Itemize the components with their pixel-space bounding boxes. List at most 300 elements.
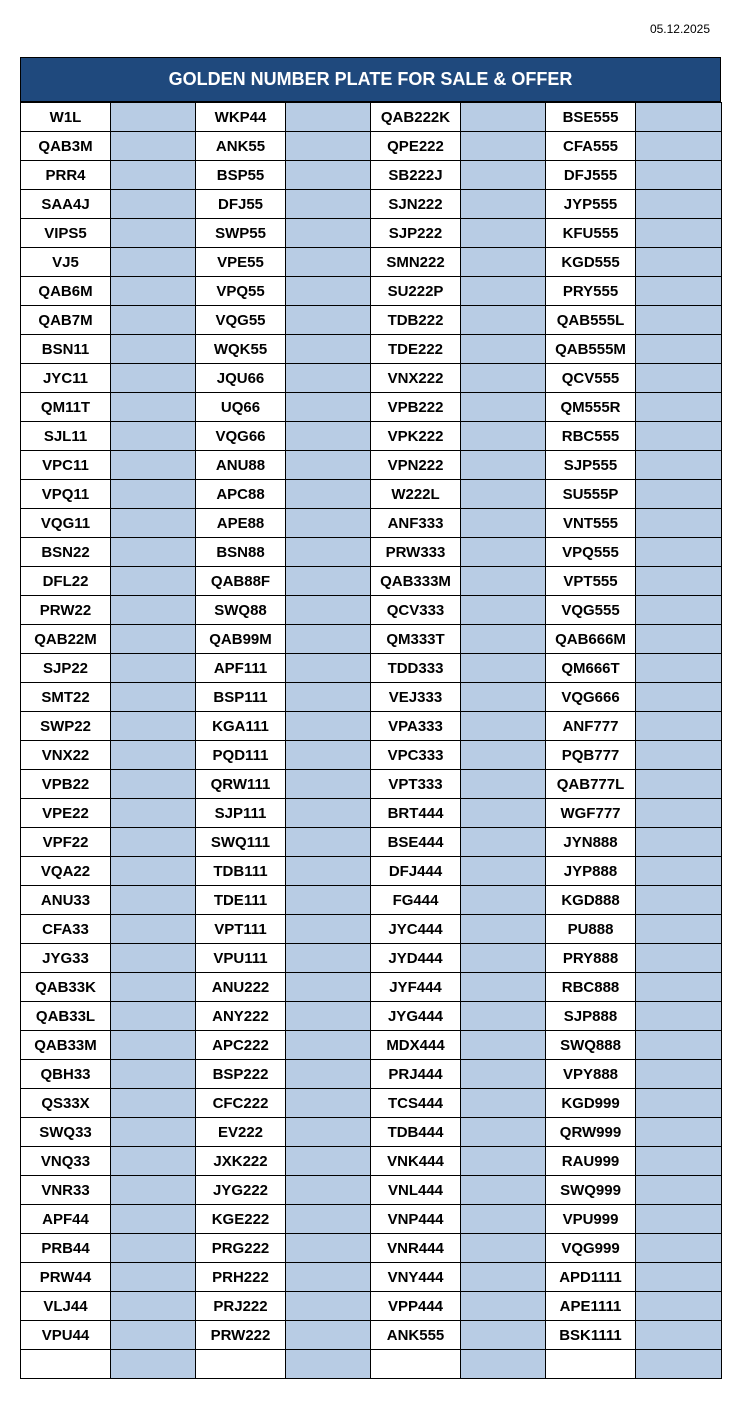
table-row bbox=[21, 1147, 722, 1176]
offer-cell bbox=[111, 538, 196, 567]
table-row bbox=[21, 422, 722, 451]
table-row bbox=[21, 1263, 722, 1292]
offer-cell bbox=[636, 828, 722, 857]
offer-cell bbox=[636, 1292, 722, 1321]
plate-number-cell: VPA333 bbox=[371, 712, 461, 741]
offer-cell bbox=[636, 161, 722, 190]
plate-number-cell: PRY888 bbox=[546, 944, 636, 973]
offer-cell bbox=[111, 1292, 196, 1321]
plate-number-cell: W222L bbox=[371, 480, 461, 509]
plate-number-cell: VNQ33 bbox=[21, 1147, 111, 1176]
plate-number-cell: ANK55 bbox=[196, 132, 286, 161]
plate-number-cell: SB222J bbox=[371, 161, 461, 190]
plate-number-cell: PRR4 bbox=[21, 161, 111, 190]
plate-number-cell: VPN222 bbox=[371, 451, 461, 480]
offer-cell bbox=[111, 1089, 196, 1118]
plates-table bbox=[20, 102, 722, 1379]
table-row bbox=[21, 596, 722, 625]
offer-cell bbox=[461, 538, 546, 567]
plate-number-cell: SJP22 bbox=[21, 654, 111, 683]
plate-number-cell: SWQ33 bbox=[21, 1118, 111, 1147]
offer-cell bbox=[461, 625, 546, 654]
table-row bbox=[21, 625, 722, 654]
plate-number-cell: ANY222 bbox=[196, 1002, 286, 1031]
offer-cell bbox=[111, 1205, 196, 1234]
plate-number-cell: TDE111 bbox=[196, 886, 286, 915]
plate-number-cell: JQU66 bbox=[196, 364, 286, 393]
offer-cell bbox=[111, 915, 196, 944]
plate-number-cell: VLJ44 bbox=[21, 1292, 111, 1321]
offer-cell bbox=[636, 944, 722, 973]
offer-cell bbox=[636, 857, 722, 886]
plate-number-cell: QAB7M bbox=[21, 306, 111, 335]
offer-cell bbox=[286, 480, 371, 509]
table-row bbox=[21, 190, 722, 219]
offer-cell bbox=[111, 1263, 196, 1292]
offer-cell bbox=[636, 364, 722, 393]
plate-number-cell: SU222P bbox=[371, 277, 461, 306]
offer-cell bbox=[286, 973, 371, 1002]
plate-number-cell: APC88 bbox=[196, 480, 286, 509]
offer-cell bbox=[111, 1350, 196, 1379]
offer-cell bbox=[111, 1118, 196, 1147]
plate-number-cell bbox=[196, 1350, 286, 1379]
offer-cell bbox=[461, 1205, 546, 1234]
offer-cell bbox=[461, 1176, 546, 1205]
plate-number-cell: SMT22 bbox=[21, 683, 111, 712]
offer-cell bbox=[461, 886, 546, 915]
table-row bbox=[21, 770, 722, 799]
table-row bbox=[21, 828, 722, 857]
offer-cell bbox=[286, 422, 371, 451]
offer-cell bbox=[111, 1060, 196, 1089]
offer-cell bbox=[111, 886, 196, 915]
plate-number-cell: QAB33M bbox=[21, 1031, 111, 1060]
table-row bbox=[21, 1350, 722, 1379]
offer-cell bbox=[636, 451, 722, 480]
offer-cell bbox=[286, 944, 371, 973]
offer-cell bbox=[286, 190, 371, 219]
plate-number-cell: JYC11 bbox=[21, 364, 111, 393]
offer-cell bbox=[636, 1002, 722, 1031]
offer-cell bbox=[286, 1205, 371, 1234]
offer-cell bbox=[461, 248, 546, 277]
plate-number-cell: DFJ55 bbox=[196, 190, 286, 219]
plate-number-cell: VJ5 bbox=[21, 248, 111, 277]
offer-cell bbox=[461, 451, 546, 480]
table-row bbox=[21, 132, 722, 161]
offer-cell bbox=[461, 1147, 546, 1176]
plate-number-cell: VPQ11 bbox=[21, 480, 111, 509]
offer-cell bbox=[636, 190, 722, 219]
table-row bbox=[21, 915, 722, 944]
plate-number-cell: CFA555 bbox=[546, 132, 636, 161]
offer-cell bbox=[111, 741, 196, 770]
plate-number-cell: QM11T bbox=[21, 393, 111, 422]
plate-number-cell: MDX444 bbox=[371, 1031, 461, 1060]
plate-number-cell: KGE222 bbox=[196, 1205, 286, 1234]
plate-number-cell: VQG55 bbox=[196, 306, 286, 335]
offer-cell bbox=[461, 219, 546, 248]
offer-cell bbox=[636, 596, 722, 625]
plate-number-cell: APF44 bbox=[21, 1205, 111, 1234]
plate-number-cell: WQK55 bbox=[196, 335, 286, 364]
offer-cell bbox=[286, 161, 371, 190]
table-row bbox=[21, 306, 722, 335]
plate-number-cell: PRW222 bbox=[196, 1321, 286, 1350]
offer-cell bbox=[286, 248, 371, 277]
table-row bbox=[21, 1176, 722, 1205]
plate-number-cell: PRW333 bbox=[371, 538, 461, 567]
document-date: 05.12.2025 bbox=[649, 22, 710, 36]
offer-cell bbox=[636, 1089, 722, 1118]
plate-number-cell: SWQ111 bbox=[196, 828, 286, 857]
plate-number-cell: QPE222 bbox=[371, 132, 461, 161]
offer-cell bbox=[636, 1118, 722, 1147]
offer-cell bbox=[636, 1060, 722, 1089]
plate-number-cell: VNX222 bbox=[371, 364, 461, 393]
offer-cell bbox=[111, 509, 196, 538]
offer-cell bbox=[636, 1263, 722, 1292]
plate-number-cell: TDB444 bbox=[371, 1118, 461, 1147]
plate-number-cell: VNR444 bbox=[371, 1234, 461, 1263]
offer-cell bbox=[286, 770, 371, 799]
offer-cell bbox=[461, 1002, 546, 1031]
plate-number-cell: VPP444 bbox=[371, 1292, 461, 1321]
plate-number-cell: TDD333 bbox=[371, 654, 461, 683]
offer-cell bbox=[111, 799, 196, 828]
plate-number-cell: SWP22 bbox=[21, 712, 111, 741]
offer-cell bbox=[111, 654, 196, 683]
plate-number-cell: ANU222 bbox=[196, 973, 286, 1002]
plate-number-cell: TDB222 bbox=[371, 306, 461, 335]
offer-cell bbox=[636, 480, 722, 509]
plate-number-cell: KGD888 bbox=[546, 886, 636, 915]
plate-number-cell: EV222 bbox=[196, 1118, 286, 1147]
plate-number-cell: VPC333 bbox=[371, 741, 461, 770]
offer-cell bbox=[461, 1234, 546, 1263]
plate-number-cell: BSP222 bbox=[196, 1060, 286, 1089]
offer-cell bbox=[111, 596, 196, 625]
plate-number-cell: QM555R bbox=[546, 393, 636, 422]
table-row bbox=[21, 538, 722, 567]
plate-number-cell: QAB6M bbox=[21, 277, 111, 306]
offer-cell bbox=[286, 799, 371, 828]
offer-cell bbox=[461, 277, 546, 306]
plate-number-cell: DFJ555 bbox=[546, 161, 636, 190]
plate-number-cell: VNP444 bbox=[371, 1205, 461, 1234]
offer-cell bbox=[286, 596, 371, 625]
plate-number-cell: SJP888 bbox=[546, 1002, 636, 1031]
plate-number-cell: SJP111 bbox=[196, 799, 286, 828]
offer-cell bbox=[111, 944, 196, 973]
offer-cell bbox=[636, 335, 722, 364]
offer-cell bbox=[636, 422, 722, 451]
offer-cell bbox=[111, 190, 196, 219]
plate-number-cell: VPU111 bbox=[196, 944, 286, 973]
offer-cell bbox=[286, 828, 371, 857]
offer-cell bbox=[111, 277, 196, 306]
table-row bbox=[21, 741, 722, 770]
plate-number-cell: VEJ333 bbox=[371, 683, 461, 712]
plate-number-cell: TDE222 bbox=[371, 335, 461, 364]
table-row bbox=[21, 712, 722, 741]
plate-number-cell: VPB22 bbox=[21, 770, 111, 799]
plate-number-cell: APE1111 bbox=[546, 1292, 636, 1321]
offer-cell bbox=[111, 480, 196, 509]
plate-number-cell: SJP555 bbox=[546, 451, 636, 480]
plate-number-cell: QM333T bbox=[371, 625, 461, 654]
offer-cell bbox=[461, 973, 546, 1002]
plate-number-cell: ANF333 bbox=[371, 509, 461, 538]
table-row bbox=[21, 335, 722, 364]
plate-number-cell: VNL444 bbox=[371, 1176, 461, 1205]
offer-cell bbox=[111, 422, 196, 451]
table-row bbox=[21, 451, 722, 480]
offer-cell bbox=[636, 219, 722, 248]
table-row bbox=[21, 1321, 722, 1350]
offer-cell bbox=[111, 364, 196, 393]
offer-cell bbox=[286, 567, 371, 596]
offer-cell bbox=[461, 161, 546, 190]
plate-number-cell: RBC555 bbox=[546, 422, 636, 451]
plate-number-cell: QM666T bbox=[546, 654, 636, 683]
plate-number-cell: JYN888 bbox=[546, 828, 636, 857]
plate-number-cell: VNR33 bbox=[21, 1176, 111, 1205]
offer-cell bbox=[636, 393, 722, 422]
offer-cell bbox=[636, 1205, 722, 1234]
offer-cell bbox=[461, 1321, 546, 1350]
plate-number-cell: SU555P bbox=[546, 480, 636, 509]
offer-cell bbox=[461, 770, 546, 799]
offer-cell bbox=[461, 364, 546, 393]
table-row bbox=[21, 683, 722, 712]
plate-number-cell: RAU999 bbox=[546, 1147, 636, 1176]
plate-number-cell bbox=[21, 1350, 111, 1379]
table-row bbox=[21, 1292, 722, 1321]
plate-number-cell: JXK222 bbox=[196, 1147, 286, 1176]
offer-cell bbox=[461, 915, 546, 944]
plate-number-cell: ANU33 bbox=[21, 886, 111, 915]
table-row bbox=[21, 799, 722, 828]
plate-number-cell: VPE22 bbox=[21, 799, 111, 828]
offer-cell bbox=[286, 393, 371, 422]
plate-number-cell: VPB222 bbox=[371, 393, 461, 422]
table-row bbox=[21, 103, 722, 132]
plate-number-cell: BSP55 bbox=[196, 161, 286, 190]
plate-number-cell: ANU88 bbox=[196, 451, 286, 480]
plate-number-cell: VQG11 bbox=[21, 509, 111, 538]
plate-number-cell: VQA22 bbox=[21, 857, 111, 886]
plate-number-cell: BSK1111 bbox=[546, 1321, 636, 1350]
offer-cell bbox=[461, 1350, 546, 1379]
offer-cell bbox=[461, 741, 546, 770]
offer-cell bbox=[286, 683, 371, 712]
offer-cell bbox=[111, 625, 196, 654]
offer-cell bbox=[286, 1321, 371, 1350]
plate-number-cell: QAB88F bbox=[196, 567, 286, 596]
offer-cell bbox=[111, 1002, 196, 1031]
plate-number-cell: QAB3M bbox=[21, 132, 111, 161]
offer-cell bbox=[636, 306, 722, 335]
offer-cell bbox=[286, 1176, 371, 1205]
offer-cell bbox=[461, 857, 546, 886]
plate-number-cell: QAB666M bbox=[546, 625, 636, 654]
plate-number-cell: APD1111 bbox=[546, 1263, 636, 1292]
offer-cell bbox=[461, 1118, 546, 1147]
offer-cell bbox=[286, 1350, 371, 1379]
table-row bbox=[21, 393, 722, 422]
plate-number-cell: BSE444 bbox=[371, 828, 461, 857]
offer-cell bbox=[461, 509, 546, 538]
offer-cell bbox=[636, 770, 722, 799]
offer-cell bbox=[286, 625, 371, 654]
offer-cell bbox=[286, 1031, 371, 1060]
offer-cell bbox=[111, 219, 196, 248]
offer-cell bbox=[286, 857, 371, 886]
plate-number-cell: ANK555 bbox=[371, 1321, 461, 1350]
offer-cell bbox=[636, 741, 722, 770]
offer-cell bbox=[461, 480, 546, 509]
plate-number-cell: QAB555M bbox=[546, 335, 636, 364]
plate-number-cell: APC222 bbox=[196, 1031, 286, 1060]
offer-cell bbox=[286, 335, 371, 364]
offer-cell bbox=[111, 1321, 196, 1350]
offer-cell bbox=[111, 683, 196, 712]
offer-cell bbox=[636, 277, 722, 306]
offer-cell bbox=[111, 1234, 196, 1263]
offer-cell bbox=[636, 132, 722, 161]
plate-number-cell: SWQ999 bbox=[546, 1176, 636, 1205]
plate-number-cell: QAB777L bbox=[546, 770, 636, 799]
offer-cell bbox=[636, 799, 722, 828]
offer-cell bbox=[636, 1234, 722, 1263]
table-row bbox=[21, 509, 722, 538]
plate-number-cell: QAB33L bbox=[21, 1002, 111, 1031]
offer-cell bbox=[461, 828, 546, 857]
offer-cell bbox=[286, 1002, 371, 1031]
offer-cell bbox=[461, 683, 546, 712]
offer-cell bbox=[286, 1292, 371, 1321]
plate-number-cell: BRT444 bbox=[371, 799, 461, 828]
plate-number-cell: QAB33K bbox=[21, 973, 111, 1002]
plate-number-cell: VPE55 bbox=[196, 248, 286, 277]
offer-cell bbox=[111, 828, 196, 857]
offer-cell bbox=[111, 712, 196, 741]
plate-number-cell: VQG999 bbox=[546, 1234, 636, 1263]
offer-cell bbox=[461, 944, 546, 973]
plate-number-cell: QRW999 bbox=[546, 1118, 636, 1147]
offer-cell bbox=[286, 1089, 371, 1118]
offer-cell bbox=[111, 1176, 196, 1205]
plate-number-cell: QAB333M bbox=[371, 567, 461, 596]
offer-cell bbox=[286, 1060, 371, 1089]
offer-cell bbox=[461, 1292, 546, 1321]
plate-number-cell: PRB44 bbox=[21, 1234, 111, 1263]
offer-cell bbox=[636, 538, 722, 567]
plate-number-cell: VNX22 bbox=[21, 741, 111, 770]
plate-number-cell: VPY888 bbox=[546, 1060, 636, 1089]
table-row bbox=[21, 480, 722, 509]
offer-cell bbox=[461, 190, 546, 219]
offer-cell bbox=[636, 1350, 722, 1379]
plate-number-cell: TCS444 bbox=[371, 1089, 461, 1118]
offer-cell bbox=[286, 915, 371, 944]
offer-cell bbox=[461, 1060, 546, 1089]
offer-cell bbox=[286, 741, 371, 770]
offer-cell bbox=[636, 625, 722, 654]
plate-number-cell: JYP888 bbox=[546, 857, 636, 886]
plate-number-cell: VPC11 bbox=[21, 451, 111, 480]
offer-cell bbox=[286, 1234, 371, 1263]
offer-cell bbox=[286, 712, 371, 741]
plate-sheet bbox=[20, 57, 721, 1379]
offer-cell bbox=[111, 451, 196, 480]
plate-number-cell: BSP111 bbox=[196, 683, 286, 712]
offer-cell bbox=[636, 248, 722, 277]
offer-cell bbox=[461, 1089, 546, 1118]
plate-number-cell: PU888 bbox=[546, 915, 636, 944]
plate-number-cell: SJL11 bbox=[21, 422, 111, 451]
offer-cell bbox=[111, 161, 196, 190]
plate-number-cell: QAB22M bbox=[21, 625, 111, 654]
plate-number-cell: DFJ444 bbox=[371, 857, 461, 886]
plate-number-cell: PQB777 bbox=[546, 741, 636, 770]
offer-cell bbox=[461, 712, 546, 741]
offer-cell bbox=[286, 1263, 371, 1292]
table-row bbox=[21, 277, 722, 306]
offer-cell bbox=[461, 335, 546, 364]
offer-cell bbox=[636, 1321, 722, 1350]
plate-number-cell: BSE555 bbox=[546, 103, 636, 132]
plate-number-cell: QBH33 bbox=[21, 1060, 111, 1089]
table-row bbox=[21, 1089, 722, 1118]
plate-number-cell: PRH222 bbox=[196, 1263, 286, 1292]
plate-number-cell: VIPS5 bbox=[21, 219, 111, 248]
offer-cell bbox=[286, 132, 371, 161]
offer-cell bbox=[636, 886, 722, 915]
table-row bbox=[21, 1002, 722, 1031]
table-row bbox=[21, 1060, 722, 1089]
offer-cell bbox=[286, 1147, 371, 1176]
table-row bbox=[21, 219, 722, 248]
plate-number-cell: SWP55 bbox=[196, 219, 286, 248]
offer-cell bbox=[111, 567, 196, 596]
plate-number-cell: VNK444 bbox=[371, 1147, 461, 1176]
table-row bbox=[21, 1205, 722, 1234]
offer-cell bbox=[461, 393, 546, 422]
plate-number-cell: DFL22 bbox=[21, 567, 111, 596]
plate-number-cell: KGD999 bbox=[546, 1089, 636, 1118]
offer-cell bbox=[111, 973, 196, 1002]
plate-number-cell: QS33X bbox=[21, 1089, 111, 1118]
plate-number-cell: APF111 bbox=[196, 654, 286, 683]
offer-cell bbox=[111, 248, 196, 277]
table-row bbox=[21, 654, 722, 683]
plate-number-cell: TDB111 bbox=[196, 857, 286, 886]
offer-cell bbox=[636, 654, 722, 683]
offer-cell bbox=[461, 799, 546, 828]
offer-cell bbox=[636, 973, 722, 1002]
offer-cell bbox=[111, 132, 196, 161]
plate-number-cell: W1L bbox=[21, 103, 111, 132]
offer-cell bbox=[111, 393, 196, 422]
offer-cell bbox=[286, 277, 371, 306]
plate-number-cell: KFU555 bbox=[546, 219, 636, 248]
plate-number-cell: QAB99M bbox=[196, 625, 286, 654]
plate-number-cell: JYD444 bbox=[371, 944, 461, 973]
sheet-title: GOLDEN NUMBER PLATE FOR SALE & OFFER bbox=[20, 57, 721, 102]
